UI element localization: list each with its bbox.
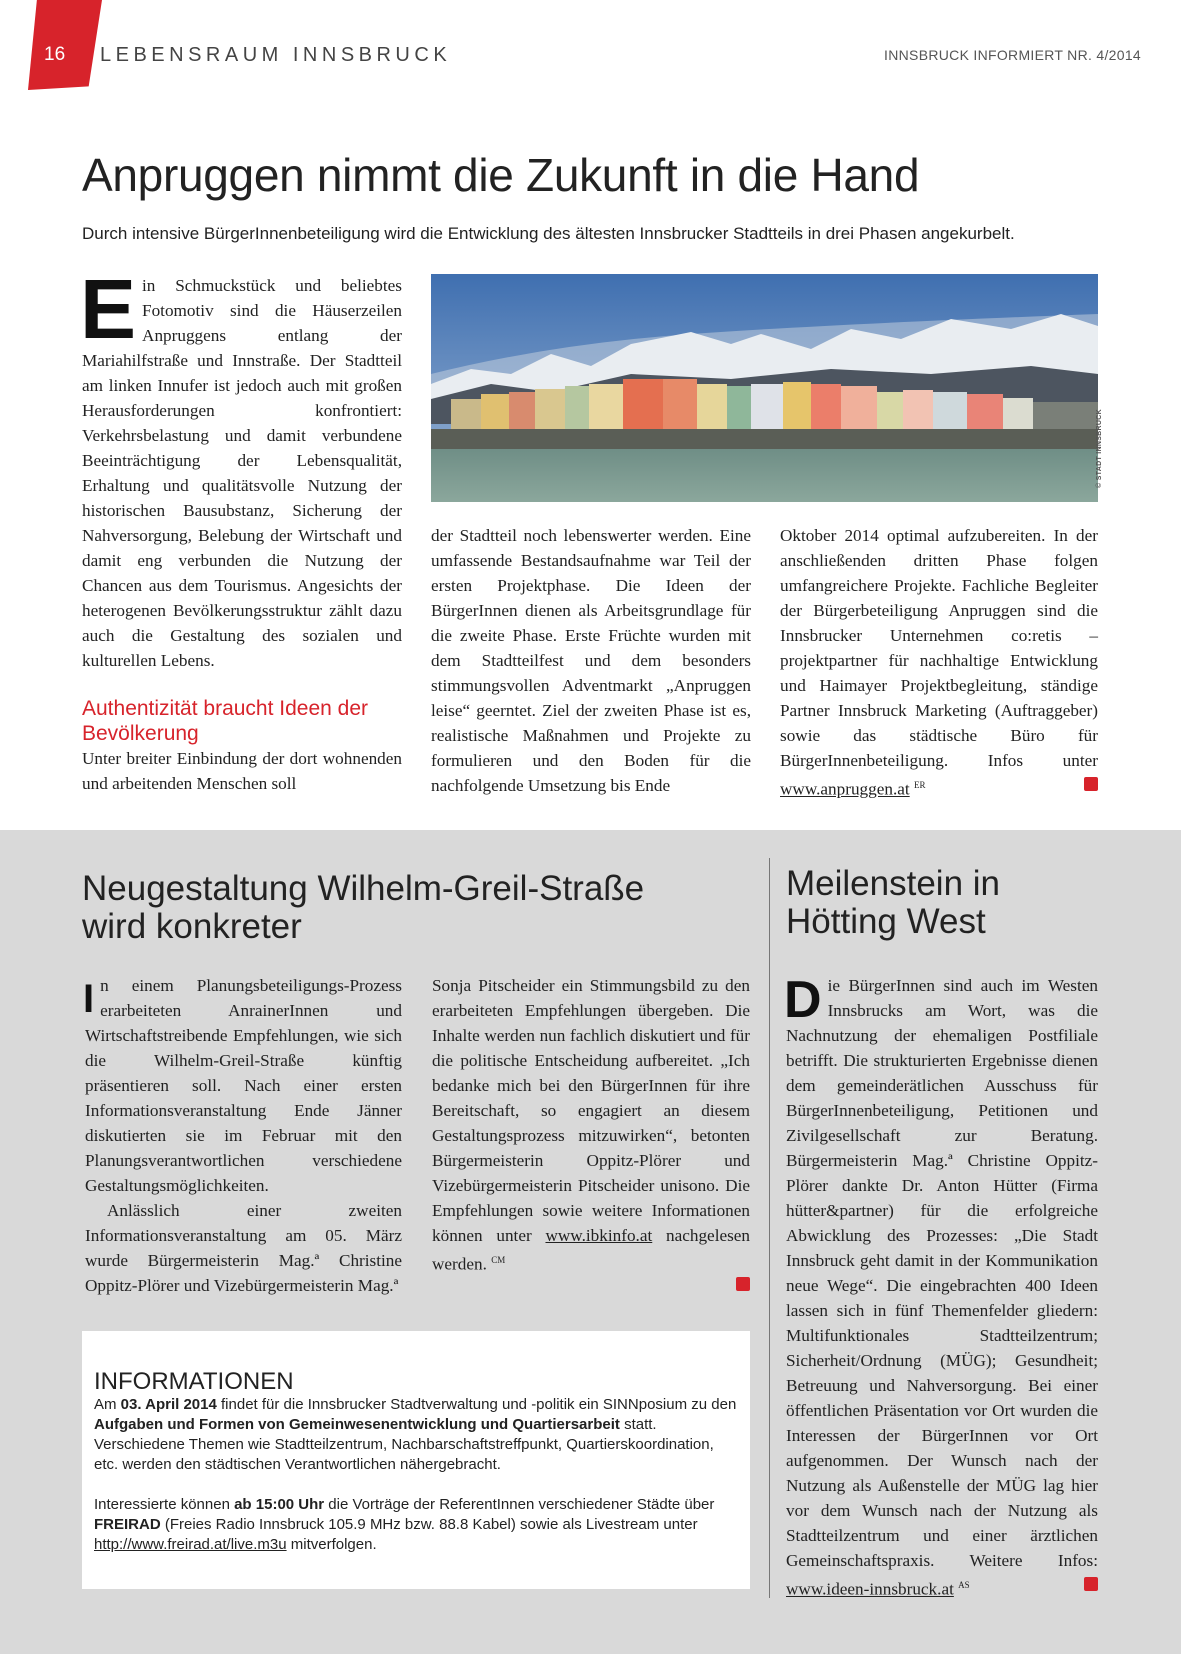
- author-initials: ER: [913, 780, 926, 790]
- author-initials: AS: [958, 1580, 970, 1590]
- article3-title: Meilenstein in Hötting West: [786, 864, 1000, 941]
- body-text: in Schmuckstück und beliebtes Fotomotiv sind die Häuserzeilen Anpruggens entlang der Mariahilfstraße und Innstraße. Der Stadtteil am linken Innufer ist jedoch auch mit großen Herausforderungen konfrontiert: Verkehrsbelastung und damit verbundene Beeinträchtigung der Lebensqualität, Erhaltung und qualitätsvolle Nutzung der historischen Bausubstanz, Sicherung der Nahversorgung, Belebung der Wirtschaft und damit eng verbunden die Nutzung der Chancen aus dem Tourismus. Angesichts der heterogenen Bevölkerungsstruktur zählt dazu auch die Gestaltung des sozialen und kulturellen Lebens.: [82, 276, 402, 670]
- body-text: ie BürgerInnen sind auch im Westen Innsbrucks am Wort, was die Nachnutzung der ehemaligen Postfiliale betrifft. Die strukturierten Ergebnisse dienen dem gemeinderätlichen Ausschuss für BürgerInnenbeteiligung, Petitionen und Zivilgesellschaft zur Beratung. Bürgermeisterin Mag.ª Christine Oppitz-Plörer dankte Dr. Anton Hütter (Firma hütter&partner) für die erfolgreiche Abwicklung des Prozesses: „Die Stadt Innsbruck geht damit in der Kommunikation neue Wege“. Die eingebrachten 400 Ideen lassen sich in fünf Themenfelder gliedern: Multifunktionales Stadtteilzentrum; Sicherheit/Ordnung (MÜG); Gesundheit; Betreuung und Nahversorgung. Bei einer öffentlichen Präsentation vor Ort wurden die Interessen der BürgerInnen vor Ort aufgenommen. Der Wunsch nach der Nutzung als Außenstelle der MÜG lag hier vor dem Wunsch nach der Nutzung als Stadtteilzentrum und einer ärztlichen Gemeinschaftspraxis. Weitere Infos:: [786, 976, 1098, 1570]
- section-title: LEBENSRAUM INNSBRUCK: [100, 44, 452, 66]
- body-text: Oktober 2014 optimal aufzubereiten. In der anschließenden dritten Phase folgen umfangreichere Projekte. Fachliche Begleiter der Bürgerbeteiligung Anpruggen sind die Innsbrucker Unternehmen co:retis – projektpartner für nachhaltige Entwicklung und Haimayer Projektbegleitung, ständige Partner Innsbruck Marketing (Auftraggeber) sowie das städtische Büro für BürgerInnenbeteiligung. Infos unter: [780, 526, 1098, 770]
- info-text: 03. April 2014: [120, 1396, 217, 1413]
- info-text: Am: [94, 1396, 121, 1413]
- info-paragraph: [94, 1495, 738, 1555]
- info-text: (Freies Radio Innsbruck 105.9 MHz bzw. 88.8 Kabel) sowie als Livestream unter: [160, 1516, 698, 1533]
- article-title: Anpruggen nimmt die Zukunft in die Hand: [82, 149, 920, 201]
- info-text: statt. Verschiedene Themen wie Stadtteilzentrum, Nachbarschaftstreffpunkt, Quartierskoordination, etc. werden den städtischen Verantwortlichen nähergebracht.: [94, 1416, 714, 1473]
- body-text: Sonja Pitscheider ein Stimmungsbild zu den erarbeiteten Empfehlungen übergeben. Die Inhalte werden nun fachlich diskutiert und für die politische Entscheidung aufbereitet. „Ich bedanke mich bei den BürgerInnen für ihre Bereitschaft, so engagiert an diesem Gestaltungsprozess mitzuwirken“, betonten Bürgermeisterin Oppitz-Plörer und Vizebürgermeisterin Pitscheider unisono. Die Empfehlungen sowie weitere Informationen können unter: [432, 976, 750, 1245]
- page-number: 16: [44, 44, 66, 65]
- drop-cap: I: [83, 977, 95, 1021]
- article1-col1: [80, 262, 402, 796]
- body-text: nachgelesen werden.: [432, 1226, 751, 1274]
- column-divider: [769, 858, 770, 1598]
- author-initials: CM: [491, 1255, 506, 1265]
- article1-col2: der Stadtteil noch lebenswerter werden. Eine umfassende Bestandsaufnahme war Teil der ersten Projektphase. Die Ideen der BürgerInnen dienen als Arbeitsgrundlage für die zweite Phase. Erste Früchte wurden mit dem Stadtteilfest und dem besonders stimmungsvollen Adventmarkt „Anpruggen leise“ geerntet. Ziel der zweiten Phase ist es, realistische Maßnahmen und Projekte zu formulieren und den Boden für die nachfolgende Umsetzung bis Ende: [431, 526, 751, 795]
- info-text: die Vorträge der ReferentInnen verschiedener Städte über: [324, 1496, 715, 1513]
- ibkinfo-link[interactable]: www.ibkinfo.at: [545, 1226, 653, 1245]
- info-text: ab 15:00 Uhr: [234, 1496, 325, 1513]
- article2-title: Neugestaltung Wilhelm-Greil-Straße wird konkreter: [82, 869, 645, 946]
- info-text: FREIRAD: [94, 1516, 161, 1533]
- end-mark-icon: [736, 1277, 750, 1291]
- article2-col2: [432, 973, 750, 1277]
- ideen-link[interactable]: www.ideen-innsbruck.at: [786, 1579, 954, 1599]
- freirad-link[interactable]: http://www.freirad.at/live.m3u: [94, 1536, 287, 1553]
- subheading: Authentizität braucht Ideen der Bevölkerung: [82, 697, 369, 745]
- photo-credit: © STADT INNSBRUCK: [1096, 409, 1103, 488]
- info-box: [82, 1331, 750, 1589]
- anpruggen-photo: [431, 274, 1098, 502]
- info-text: Aufgaben und Formen von Gemeinwesenentwicklung und Quartiersarbeit: [94, 1416, 620, 1433]
- body-text: Unter breiter Einbindung der dort wohnenden und arbeitenden Menschen soll: [82, 749, 402, 793]
- drop-cap: E: [80, 262, 137, 356]
- drop-cap: D: [784, 971, 822, 1029]
- anpruggen-link[interactable]: www.anpruggen.at: [780, 779, 910, 799]
- body-text: Anlässlich einer zweiten Informationsveranstaltung am 05. März wurde Bürgermeisterin Mag.ª Christine Oppitz-Plörer und Vizebürgermeisterin Mag.ª: [85, 1201, 402, 1295]
- info-text: Interessierte können: [94, 1496, 235, 1513]
- info-text: mitverfolgen.: [286, 1536, 377, 1553]
- end-mark-icon: [1084, 777, 1098, 791]
- article-lead: Durch intensive BürgerInnenbeteiligung wird die Entwicklung des ältesten Innsbrucker Stadtteils in drei Phasen angekurbelt.: [82, 224, 1015, 243]
- article3-col: [786, 973, 1098, 1602]
- article1-col3: [780, 523, 1098, 802]
- info-text: findet für die Innsbrucker Stadtverwaltung und -politik ein SINNposium zu den: [216, 1396, 737, 1413]
- end-mark-icon: [1084, 1577, 1098, 1591]
- info-paragraph: [94, 1395, 738, 1475]
- info-title: INFORMATIONEN: [94, 1368, 294, 1395]
- issue-label: INNSBRUCK INFORMIERT NR. 4/2014: [884, 47, 1141, 63]
- article2-col1: [85, 973, 402, 1298]
- body-text: n einem Planungsbeteiligungs-Prozess erarbeiteten AnrainerInnen und Wirtschaftstreibende Empfehlungen, wie sich die Wilhelm-Greil-Straße künftig präsentieren soll. Nach einer ersten Informationsveranstaltung Ende Jänner diskutierten sie im Februar mit den Planungsverantwortlichen verschiedene Gestaltungsmöglichkeiten.: [85, 976, 402, 1195]
